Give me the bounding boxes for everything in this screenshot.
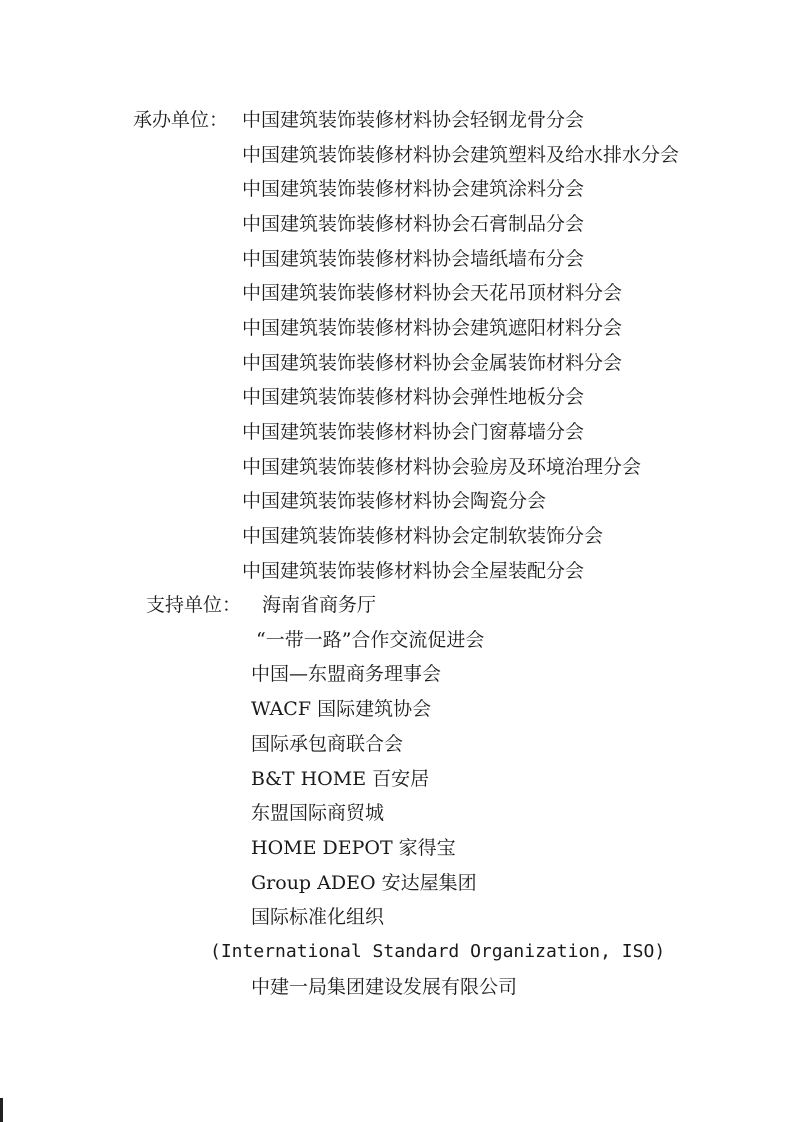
supporter-item: 中国—东盟商务理事会 xyxy=(251,663,442,685)
supporter-item: 国际承包商联合会 xyxy=(251,733,404,755)
supporter-item: 国际标准化组织 xyxy=(251,906,385,928)
organizer-item: 中国建筑装饰装修材料协会石膏制品分会 xyxy=(242,213,585,235)
supporter-item: 东盟国际商贸城 xyxy=(251,802,385,824)
organizer-item: 中国建筑装饰装修材料协会定制软装饰分会 xyxy=(242,525,604,547)
scan-edge-mark xyxy=(0,1098,3,1122)
supporter-item: “一带一路”合作交流促进会 xyxy=(256,629,485,651)
organizer-item: 中国建筑装饰装修材料协会门窗幕墙分会 xyxy=(242,421,585,443)
supporter-item: 中建一局集团建设发展有限公司 xyxy=(251,976,518,998)
organizers-label: 承办单位： xyxy=(133,109,229,131)
organizer-item: 中国建筑装饰装修材料协会建筑涂料分会 xyxy=(242,178,585,200)
organizer-item: 中国建筑装饰装修材料协会验房及环境治理分会 xyxy=(242,456,642,478)
organizer-item: 中国建筑装饰装修材料协会建筑塑料及给水排水分会 xyxy=(242,144,680,166)
organizer-item: 中国建筑装饰装修材料协会轻钢龙骨分会 xyxy=(242,109,585,131)
supporter-item: 海南省商务厅 xyxy=(262,594,377,616)
organizer-item: 中国建筑装饰装修材料协会墙纸墙布分会 xyxy=(242,248,585,270)
supporter-item: Group ADEO 安达屋集团 xyxy=(251,872,477,894)
supporter-item: B&T HOME 百安居 xyxy=(251,768,430,790)
organizer-item: 中国建筑装饰装修材料协会建筑遮阳材料分会 xyxy=(242,317,623,339)
supporter-item: WACF 国际建筑协会 xyxy=(251,698,432,720)
organizer-item: 中国建筑装饰装修材料协会弹性地板分会 xyxy=(242,386,585,408)
supporters-label: 支持单位： xyxy=(146,594,242,616)
organizer-item: 中国建筑装饰装修材料协会天花吊顶材料分会 xyxy=(242,282,623,304)
supporter-item-iso: (International Standard Organization, ISO) xyxy=(210,941,666,962)
organizer-item: 中国建筑装饰装修材料协会陶瓷分会 xyxy=(242,490,547,512)
organizer-item: 中国建筑装饰装修材料协会金属装饰材料分会 xyxy=(242,352,623,374)
organizer-item: 中国建筑装饰装修材料协会全屋装配分会 xyxy=(242,560,585,582)
supporter-item: HOME DEPOT 家得宝 xyxy=(251,837,456,859)
